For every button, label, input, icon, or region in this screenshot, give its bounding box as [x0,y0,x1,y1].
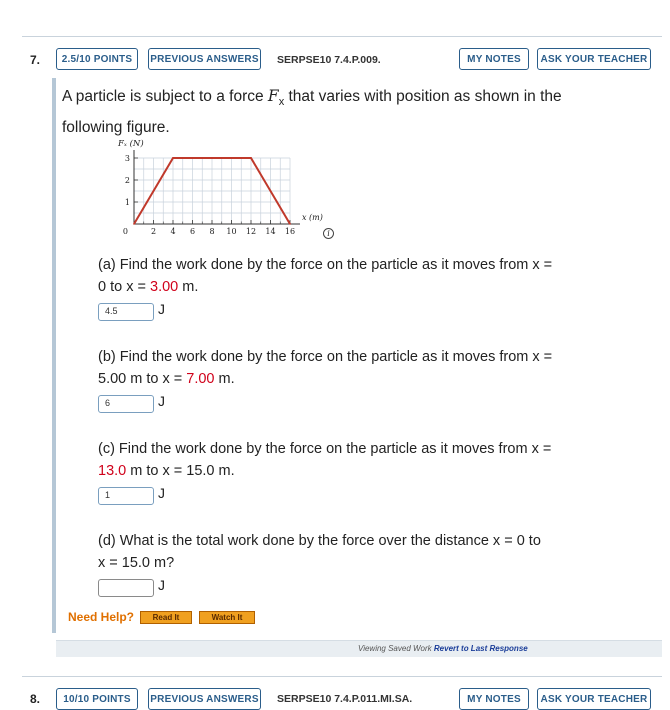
part-d-answer-input[interactable] [98,579,154,597]
question8-previous-answers-button[interactable]: PREVIOUS ANSWERS [148,688,261,710]
question-id: SERPSE10 7.4.P.009. [277,54,381,66]
x-tick-label: 6 [189,227,196,236]
revert-link[interactable]: Revert to Last Response [433,644,528,653]
part-b-unit: J [158,393,165,409]
y-axis-label: Fₓ (N) [118,139,144,149]
question-left-bar [52,78,56,633]
points-button[interactable]: 2.5/10 POINTS [56,48,138,70]
saved-work-status: Viewing Saved Work Revert to Last Response [358,644,528,653]
part-c-question: (c) Find the work done by the force on the particle as it moves from x = 13.0 m to x = 15.0 m. [98,441,552,479]
x-tick-label: 4 [170,227,176,236]
data-point [172,157,174,159]
watch-it-button[interactable]: Watch It [199,611,255,624]
part-d-question: (d) What is the total work done by the force over the distance x = 0 to x = 15.0 m? [98,533,541,571]
force-position-chart [110,135,323,240]
part-a-unit: J [158,301,165,317]
origin-label: 0 [122,227,128,236]
x-tick-label: 8 [209,227,215,236]
x-tick-label: 12 [245,227,257,236]
question8-ask-teacher-button[interactable]: ASK YOUR TEACHER [537,688,651,710]
need-help-label: Need Help? [68,610,135,624]
my-notes-button[interactable]: MY NOTES [459,48,529,70]
x-tick-label: 16 [284,227,296,236]
part-b-question: (b) Find the work done by the force on the particle as it moves from x = 5.00 m to x = 7.00 m. [98,349,553,387]
question8-frame-top [22,676,662,677]
data-point [250,157,252,159]
x-tick-label: 14 [265,227,276,236]
question-frame-top [22,36,662,37]
info-icon[interactable]: i [323,228,334,239]
question8-points-button[interactable]: 10/10 POINTS [56,688,138,710]
part-b-answer-input[interactable]: 6 [98,395,154,413]
part-d-unit: J [158,577,165,593]
y-tick-label: 1 [124,198,130,207]
y-tick-label: 2 [124,176,130,185]
question-number: 7. [30,53,41,67]
ask-teacher-button[interactable]: ASK YOUR TEACHER [537,48,651,70]
x-tick-label: 2 [150,227,157,236]
data-point [289,223,291,225]
question8-number: 8. [30,692,41,706]
y-tick-label: 3 [124,154,130,163]
part-c-answer-input[interactable]: 1 [98,487,154,505]
data-point [211,157,213,159]
part-c-unit: J [158,485,165,501]
x-axis-label: x (m) [302,213,323,222]
question8-my-notes-button[interactable]: MY NOTES [459,688,529,710]
part-a-answer-input[interactable]: 4.5 [98,303,154,321]
x-tick-label: 10 [226,227,237,236]
part-a-question: (a) Find the work done by the force on the particle as it moves from x = 0 to x = 3.00 m. [98,257,553,295]
read-it-button[interactable]: Read It [140,611,192,624]
data-point [133,223,135,225]
question8-id: SERPSE10 7.4.P.011.MI.SA. [277,693,413,705]
previous-answers-button[interactable]: PREVIOUS ANSWERS [148,48,261,70]
problem-statement: A particle is subject to a force $F_x$ that varies with position as shown in the following figure. [62,87,562,137]
